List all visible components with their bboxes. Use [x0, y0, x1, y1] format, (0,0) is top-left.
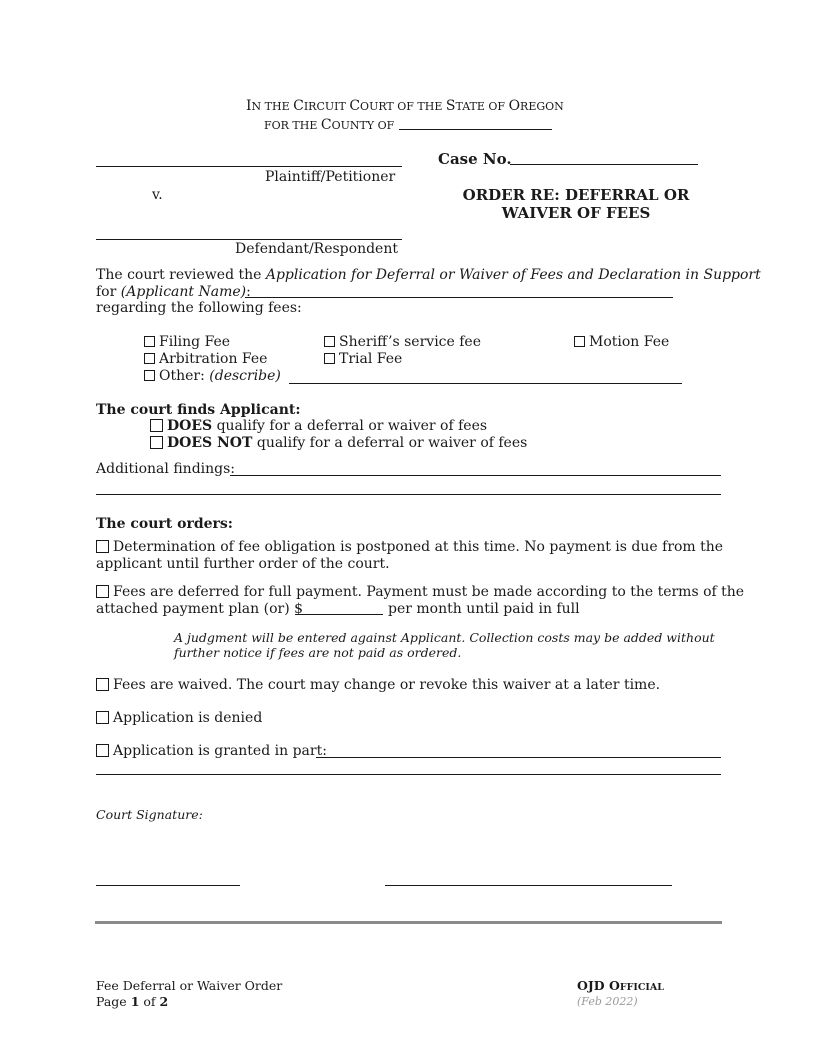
case-number-field[interactable] — [510, 164, 698, 165]
footer-form-name: Fee Deferral or Waiver Order — [96, 978, 283, 993]
application-title: Application for Deferral or Waiver of Fees and Declaration in Support — [265, 267, 761, 283]
granted-in-part-field[interactable] — [316, 757, 721, 758]
judgment-note: A judgment will be entered against Applicant. Collection costs may be added without further notice if fees are not paid as ordered. — [174, 630, 715, 660]
document-title-line1: ORDER RE: DEFERRAL OR — [462, 186, 690, 204]
motion-fee-option[interactable]: Motion Fee — [574, 334, 669, 351]
postponed-line2: applicant until further order of the court. — [96, 556, 390, 572]
intro-line2: for (Applicant Name): — [96, 284, 251, 300]
arbitration-fee-checkbox[interactable] — [144, 353, 155, 364]
postponed-option[interactable]: Determination of fee obligation is postponed at this time. No payment is due from the — [96, 539, 723, 556]
trial-fee-option[interactable]: Trial Fee — [324, 351, 402, 368]
does-not-qualify-option[interactable]: DOES NOT qualify for a deferral or waiver of fees — [150, 435, 527, 452]
trial-fee-checkbox[interactable] — [324, 353, 335, 364]
court-heading-line2: FOR THE COUNTY OF — [264, 117, 395, 133]
deferred-checkbox[interactable] — [96, 585, 109, 598]
orders-heading: The court orders: — [96, 516, 233, 532]
motion-fee-checkbox[interactable] — [574, 336, 585, 347]
defendant-label: Defendant/Respondent — [235, 241, 398, 257]
postponed-checkbox[interactable] — [96, 540, 109, 553]
does-qualify-option[interactable]: DOES qualify for a deferral or waiver of fees — [150, 418, 487, 435]
county-field[interactable] — [399, 129, 552, 130]
monthly-payment-field[interactable] — [295, 614, 383, 615]
deferred-line2-b: per month until paid in full — [388, 601, 580, 617]
applicant-name-field[interactable] — [245, 297, 673, 298]
court-signature-label: Court Signature: — [96, 807, 203, 822]
footer-page-number: Page 1 of 2 — [96, 994, 169, 1009]
findings-heading: The court finds Applicant: — [96, 402, 301, 418]
intro-line1: The court reviewed the Application for Deferral or Waiver of Fees and Declaration in Support — [96, 267, 761, 283]
footer-ojd-official: OJD OFFICIAL — [577, 978, 664, 993]
judge-signature-field[interactable] — [385, 885, 672, 886]
does-not-qualify-checkbox[interactable] — [150, 436, 163, 449]
court-heading-line1: IN THE CIRCUIT COURT OF THE STATE OF OREGON — [246, 98, 564, 114]
defendant-name-field[interactable] — [96, 239, 402, 240]
waived-option[interactable]: Fees are waived. The court may change or revoke this waiver at a later time. — [96, 677, 660, 694]
does-qualify-checkbox[interactable] — [150, 419, 163, 432]
case-no-label: Case No. — [438, 150, 512, 168]
document-title — [440, 186, 712, 222]
document-title-line2: WAIVER OF FEES — [501, 204, 651, 222]
additional-findings-label: Additional findings: — [96, 461, 236, 477]
footer-divider — [95, 921, 722, 924]
other-fee-option[interactable]: Other: (describe) — [144, 368, 281, 385]
plaintiff-name-field[interactable] — [96, 166, 402, 167]
additional-findings-field[interactable] — [230, 475, 721, 476]
deferred-option[interactable]: Fees are deferred for full payment. Payment must be made according to the terms of the — [96, 584, 744, 601]
waived-checkbox[interactable] — [96, 678, 109, 691]
granted-in-part-field-2[interactable] — [96, 774, 721, 775]
signature-date-field[interactable] — [96, 885, 240, 886]
deferred-line2-a: attached payment plan (or) $ — [96, 601, 304, 617]
denied-option[interactable]: Application is denied — [96, 710, 262, 727]
other-fee-checkbox[interactable] — [144, 370, 155, 381]
footer-version: (Feb 2022) — [577, 995, 638, 1008]
additional-findings-field-2[interactable] — [96, 494, 721, 495]
denied-checkbox[interactable] — [96, 711, 109, 724]
versus-label: v. — [152, 187, 163, 203]
sheriff-fee-checkbox[interactable] — [324, 336, 335, 347]
other-fee-description-field[interactable] — [289, 383, 682, 384]
filing-fee-checkbox[interactable] — [144, 336, 155, 347]
plaintiff-label: Plaintiff/Petitioner — [265, 169, 396, 185]
granted-in-part-option[interactable]: Application is granted in part: — [96, 743, 327, 760]
filing-fee-option[interactable]: Filing Fee — [144, 334, 230, 351]
arbitration-fee-option[interactable]: Arbitration Fee — [144, 351, 267, 368]
granted-in-part-checkbox[interactable] — [96, 744, 109, 757]
sheriff-fee-option[interactable]: Sheriff’s service fee — [324, 334, 481, 351]
intro-line3: regarding the following fees: — [96, 300, 302, 316]
